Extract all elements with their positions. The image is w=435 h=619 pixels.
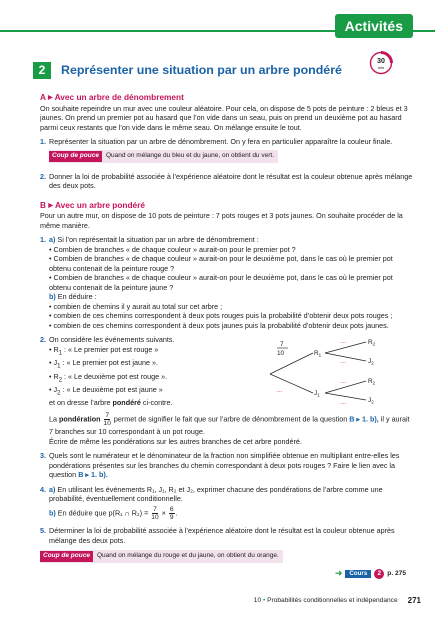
cours-page: p. 275 [387,569,406,577]
weight-placeholder: … [340,338,347,345]
question-text: On considère les événements suivants. [49,335,175,345]
weight-denominator: 10 [277,350,285,357]
activity-number: 2 [33,62,51,79]
weight-placeholder: … [340,378,347,385]
question-number: 1. [40,235,46,245]
question-text: En déduire : [57,292,97,302]
section-b-title: Avec un arbre pondéré [54,199,145,210]
question-a2 [40,172,415,191]
section-a-heading [40,92,415,103]
page-footer [254,596,421,607]
page-number: 271 [407,596,421,605]
list-item: • Combien de branches « de chaque couleur » aurait-on pour le deuxième pot, dans le cas où le premier pot obtenu contenait de la peinture rouge ? [49,254,393,273]
question-reference: B ▸ 1. b). [78,470,108,480]
list-item: • combien de ces chemins correspondent à deux pots jaunes puis la probabilité d’obtenir deux pots jaunes. [49,320,389,330]
weight-placeholder: … [340,358,347,365]
arrow-right-icon: ▶ [48,95,53,101]
question-text: En utilisant les événements R₁, J₁, R₂ et J₂, exprimer chacune des pondérations de l’arbre comme une probabilité, éventuellement conditionnelle. [49,484,383,504]
question-text: Écrire de même les pondérations sur les autres branches de cet arbre pondéré. [49,436,302,446]
hint-text: Quand on mélange du bleu et du jaune, on obtient du vert. [105,151,274,159]
ponderation-paragraph: La pondération $\frac{7}{10}$ permet de signifier le fait que sur l’arbre de dénombrement de la question B ▸ 1. b), il y aurait 7 branches sur 10 correspondant à un pot rouge. [49,411,410,437]
question-number: 3. [40,451,46,461]
section-a-title: Avec un arbre de dénombrement [54,92,184,102]
question-b5 [40,526,415,545]
weight-placeholder: … [340,399,347,406]
fraction: $\frac{7}{10}$ [103,411,111,428]
activites-tab: Activités [335,14,413,38]
node-j1: $J_1$ [314,390,320,398]
list-item: • Combien de branches « de chaque couleur » aurait-on pour le deuxième pot, dans le cas où le premier pot obtenu contenait de la peinture jaune ? [49,273,393,292]
event-item: • $R_1$ : « Le premier pot est rouge » [49,344,159,357]
question-part: a) [49,235,56,245]
timer-value: 30 [377,58,385,65]
question-b3 [40,451,415,480]
question-text: Déterminer la loi de probabilité associée à l’expérience aléatoire dont le résultat est la couleur obtenue après mélange des deux pots. [49,526,395,545]
question-text: Si l’on représentait la situation par un arbre de dénombrement : [57,235,259,245]
event-item: • $J_1$ : « Le premier pot est jaune ». [49,358,158,370]
question-text: En déduire que p(R₁ ∩ R₂) = [57,508,149,518]
list-item: • combien de chemins il y aurait au total sur cet arbre ; [49,301,223,311]
question-number: 2. [40,335,46,345]
question-text: Quels sont le numérateur et le dénominateur de la fraction non simplifiée obtenue en multipliant entre-elles les pondérations présentes sur les branches du chemin correspondant à deux pots rouges ? Faire le lien avec la question [49,451,400,480]
leaf-j2: $J_2$ [368,397,374,405]
list-item: • combien de ces chemins correspondent à deux pots rouges puis la probabilité d’obtenir deux pots rouges ; [49,311,393,321]
leaf-j2: $J_2$ [368,358,374,366]
list-item: • Combien de branches « de chaque couleur » aurait-on pour le premier pot ? [49,244,296,254]
question-part: b) [49,292,56,302]
fraction: $\frac{7}{10}$ [151,505,159,522]
section-b-heading [40,200,415,211]
section-a-label: A [40,92,46,102]
question-text: Donner la loi de probabilité associée à l’expérience aléatoire dont le résultat est la couleur obtenue après mélange des deux pots. [49,171,413,191]
arrow-right-icon: ➜ [334,568,343,578]
question-number: 5. [40,526,46,536]
question-b1 [40,235,415,330]
timer-unit: min [377,65,385,70]
probability-tree [258,338,408,410]
activity-title-row [33,62,342,79]
cours-label: Cours [345,570,371,578]
section-a-intro: On souhaite repeindre un mur avec une couleur aléatoire. Pour cela, on dispose de 5 pots de peinture : 2 bleus et 3 jaunes. On prend un premier pot au hasard que l’on vide dans un seau, puis on prend un deuxième pot au hasard parmi ceux restants que l’on vide dans le même seau. On mélange ensuite le tout. [40,103,408,132]
question-number: 4. [40,484,46,494]
cours-number: 2 [374,569,384,579]
section-b-label: B [40,199,46,210]
leaf-r2: $R_2$ [368,339,376,347]
question-text: Représenter la situation par un arbre de dénombrement. On y fera en particulier apparaître la couleur finale. [49,137,393,147]
node-r1: $R_1$ [314,350,322,358]
arrow-right-icon: ▶ [48,202,53,209]
question-b4: 4. a) En utilisant les événements R₁, J₁, R₂ et J₂, exprimer chacune des pondérations de l’arbre comme une probabilité, éventuellement conditionnelle. b) En déduire que p(R₁ ∩ R₂) = $\frac{7}{10}$ × $\frac{6}{9}$ . [40,484,383,522]
activity-title: Représenter une situation par un arbre pondéré [61,63,342,78]
weight-numerator: 7 [280,341,284,348]
page-header [0,0,435,44]
weight-placeholder: … [276,387,283,394]
section-b-intro: Pour un autre mur, on dispose de 10 pots de peinture : 7 pots rouges et 3 pots jaunes. On souhaite procéder de la même manière. [40,211,403,230]
question-part: b) [49,508,56,518]
hint-box [49,150,278,163]
leaf-r2: $R_2$ [368,378,376,386]
chapter-info: 10 • Probabilités conditionnelles et indépendance [253,596,398,604]
activity-content [40,92,415,563]
question-text: et on dresse l’arbre pondéré ci-contre. [49,398,173,408]
cours-reference[interactable] [335,568,406,580]
question-number: 2. [40,171,46,181]
hint-box [40,550,283,563]
fraction: $\frac{6}{9}$ [169,505,174,522]
question-number: 1. [40,137,46,147]
question-part: a) [49,484,56,494]
hint-label: Coup de pouce [49,151,102,162]
hint-label: Coup de pouce [40,551,93,562]
hint-text: Quand on mélange du rouge et du jaune, on obtient du orange. [96,552,279,560]
event-item: • $R_2$ : « Le deuxième pot est rouge ». [49,371,168,384]
question-a1 [40,137,415,162]
event-item: • $J_2$ : « Le deuxième pot est jaune » [49,384,163,397]
timer-icon [369,51,393,75]
